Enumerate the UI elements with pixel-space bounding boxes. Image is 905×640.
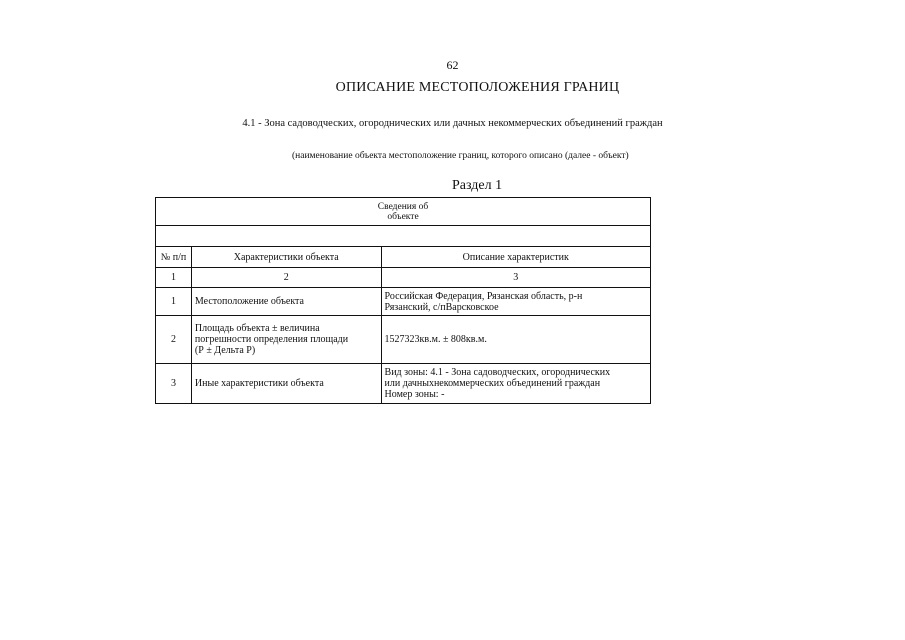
table-heading-line: Сведения об (377, 201, 429, 212)
description-line: Вид зоны: 4.1 - Зона садоводческих, огороднических (384, 367, 611, 378)
description-line: или дачныхнекоммерческих объединений граждан (384, 378, 601, 389)
column-header: № п/п (156, 247, 192, 268)
column-header: Характеристики объекта (191, 247, 381, 268)
row-characteristic: Местоположение объекта (191, 288, 381, 316)
table-empty-cell (156, 226, 651, 247)
row-number: 2 (156, 316, 192, 364)
table-heading (156, 198, 651, 226)
characteristic-line: Площадь объекта ± величина (194, 323, 320, 334)
column-header: Описание характеристик (381, 247, 650, 268)
table-row (156, 316, 651, 364)
row-description: 1527323кв.м. ± 808кв.м. (381, 316, 650, 364)
table-heading-row (156, 198, 651, 226)
table-heading-line: объекте (387, 211, 419, 222)
row-number: 3 (156, 364, 192, 404)
description-line: Российская Федерация, Рязанская область, р-н (384, 290, 583, 302)
column-number: 1 (156, 268, 192, 288)
row-characteristic: Иные характеристики объекта (191, 364, 381, 404)
row-description (381, 364, 650, 404)
description-line: Номер зоны: - (384, 389, 445, 400)
table-empty-row (156, 226, 651, 247)
row-description (381, 288, 650, 316)
document-title: ОПИСАНИЕ МЕСТОПОЛОЖЕНИЯ ГРАНИЦ (335, 80, 620, 95)
table-row (156, 288, 651, 316)
table-column-number-row (156, 268, 651, 288)
table-header-row (156, 247, 651, 268)
object-info-table (155, 197, 651, 404)
column-number: 2 (191, 268, 381, 288)
column-number: 3 (381, 268, 650, 288)
zone-name: 4.1 - Зона садоводческих, огороднических или дачных некоммерческих объединений граждан (242, 118, 663, 129)
table-row (156, 364, 651, 404)
section-title: Раздел 1 (452, 178, 503, 193)
characteristic-line: (Р ± Дельта Р) (194, 345, 256, 356)
row-number: 1 (156, 288, 192, 316)
characteristic-line: погрешности определения площади (194, 334, 349, 345)
row-characteristic (191, 316, 381, 364)
zone-caption: (наименование объекта местоположение границ, которого описано (далее - объект) (292, 151, 629, 161)
description-line: Рязанский, с/пВарсковское (384, 301, 499, 313)
page-number: 62 (446, 58, 459, 72)
